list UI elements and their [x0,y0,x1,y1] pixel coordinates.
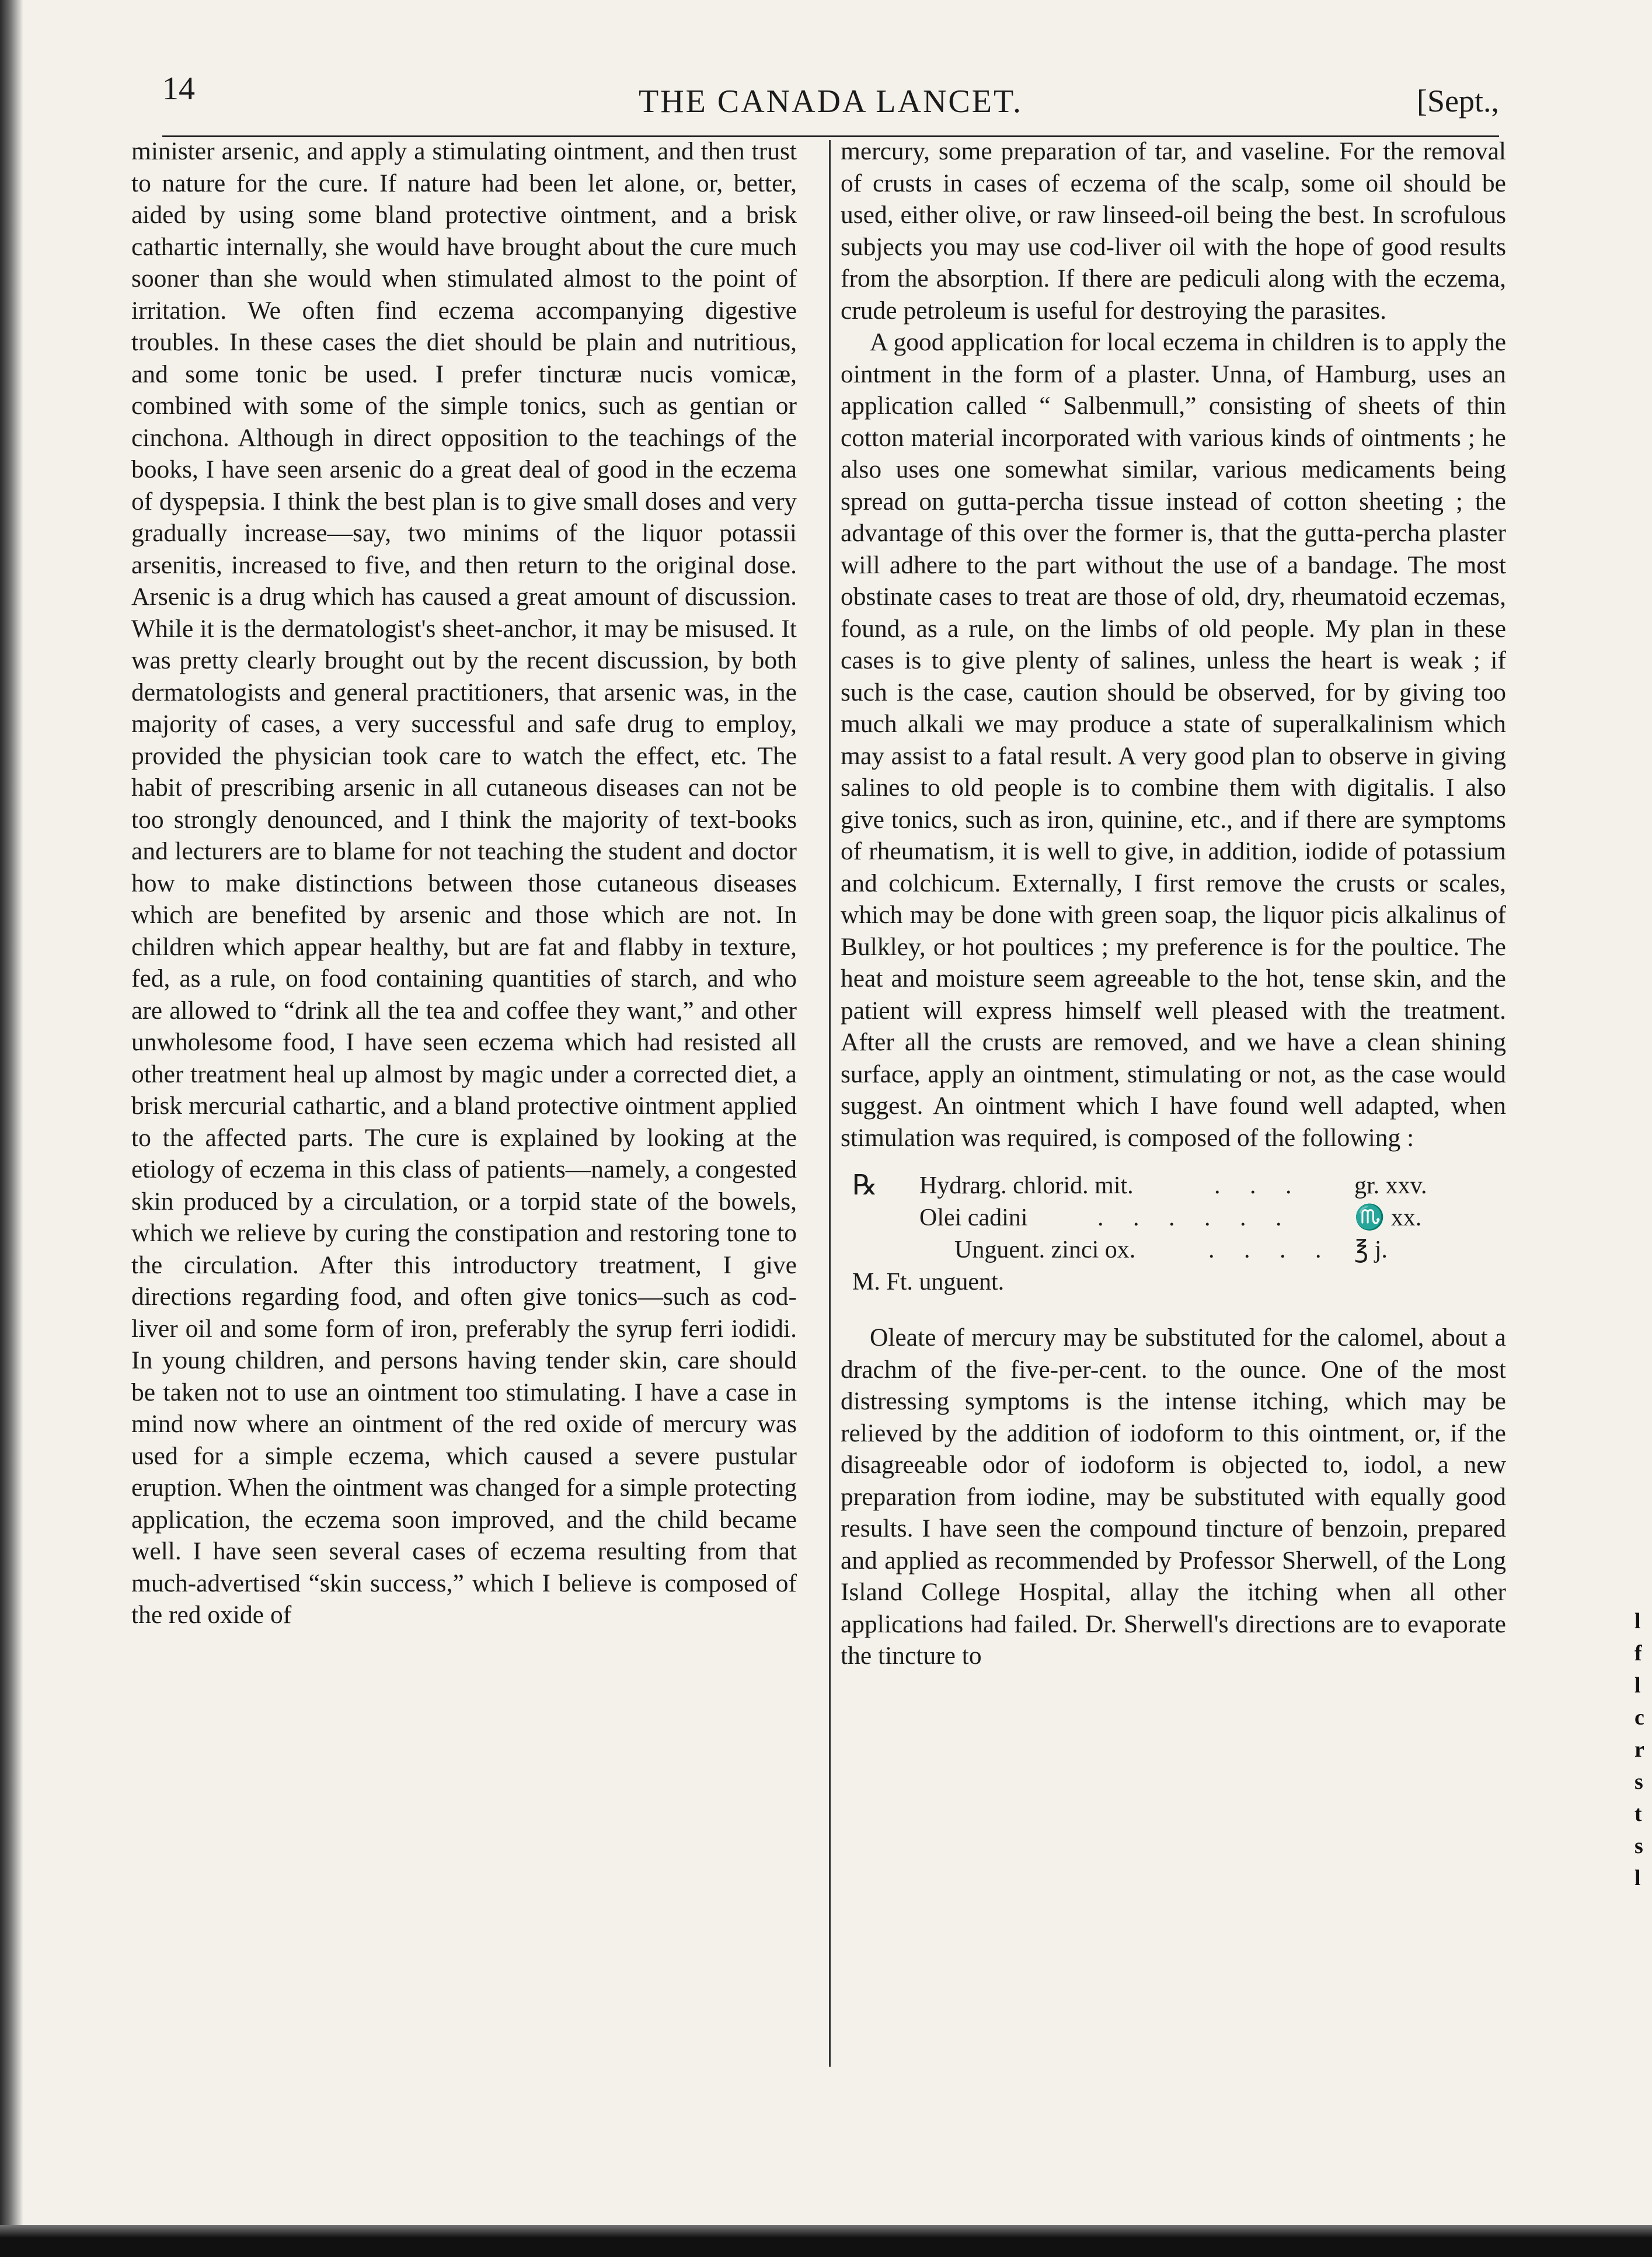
prescription-directions: M. Ft. unguent. [852,1269,1005,1295]
right-paragraph-2: A good application for local eczema in children is to apply the ointment in the form of a plaster. Unna, of Hamburg, uses an application called “ Salbenmull,” consisting of sheets of thin cotton material incorporated with various kinds of ointments ; he also uses one somewhat similar, various medicaments being spread on gutta-percha tissue instead of cotton sheeting ; the advantage of this over the former is, that the gutta-percha plaster will adhere to the part without the use of a bandage. The most obstinate cases to treat are those of old, dry, rheumatoid eczemas, found, as a rule, on the limbs of old people. My plan in these cases is to give plenty of salines, unless the heart is weak ; if such is the case, caution should be observed, for by giving too much alkali we may produce a state of superalkalinism which may assist to a fatal result. A very good plan to observe in giving salines to old people is to combine them with digitalis. I also give tonics, such as iron, quinine, etc., and if there are symptoms of rheumatism, it is well to give, in addition, iodide of potassium and colchicum. Externally, I first remove the crusts or scales, which may be done with green soap, the liquor picis alkalinus of Bulkley, or hot poultices ; my preference is for the poultice. The heat and moisture seem agreeable to the hot, tense skin, and the patient will express himself well pleased with the treatment. After all the crusts are removed, and we have a clean shining surface, apply an ointment, stimulating or not, as the case would suggest. An ointment which I have found well adapted, when stimulation was required, is composed of the following : [841,328,1506,1152]
prescription-leader-dots: . . . . [1208,1237,1333,1263]
edge-fragment: r [1634,1737,1644,1762]
adjacent-page-fragments [1634,1605,1652,2026]
edge-fragment: t [1634,1802,1642,1826]
left-paragraph-1: minister arsenic, and apply a stimulating ointment, and then trust to nature for the cure. If nature had been let alone, or, better, aided by using some bland protective ointment, and a brisk cathartic internally, she would have brought about the cure much sooner than she would when stimulated almost to the point of irritation. We often find eczema accompanying digestive troubles. In these cases the diet should be plain and nutritious, and some tonic be used. I prefer tincturæ nucis vomicæ, combined with some of the simple tonics, such as gentian or cinchona. Although in direct opposition to the teachings of the books, I have seen arsenic do a great deal of good in the eczema of dyspepsia. I think the best plan is to give small doses and very gradually increase—say, two minims of the liquor potassii arsenitis, increased to five, and then return to the original dose. Arsenic is a drug which has caused a great amount of discussion. While it is the dermatologist's sheet-anchor, it may be misused. It was pretty clearly brought out by the recent discussion, by both dermatologists and general practitioners, that arsenic was, in the majority of cases, a very successful and safe drug to employ, provided the physician took care to watch the effect, etc. The habit of prescribing arsenic in all cutaneous diseases can not be too strongly denounced, and I think the majority of text-books and lecturers are to blame for not teaching the student and doctor how to make distinctions between those cutaneous diseases which are benefited by arsenic and those which are not. In children which appear healthy, but are fat and flabby in texture, fed, as a rule, on food containing quantities of starch, and who are allowed to “drink all the tea and coffee they want,” and other unwholesome food, I have seen eczema which had resisted all other treatment heal up almost by magic under a corrected diet, a brisk mercurial cathartic, and a bland protective ointment applied to the affected parts. The cure is explained by looking at the etiology of eczema in this class of patients—namely, a congested skin produced by a circulation, or a torpid state of the bowels, which we relieve by curing the constipation and restoring tone to the circulation. After this introductory treatment, I give directions regarding food, and often give tonics—such as cod-liver oil and some form of iron, preferably the syrup ferri iodidi. In young children, and persons having tender skin, care should be taken not to use an ointment too stimulating. I have a case in mind now where an ointment of the red oxide of mercury was used for a simple eczema, which caused a severe pustular eruption. When the ointment was changed for a simple protecting application, the eczema soon improved, and the child became well. I have seen several cases of eczema resulting from that much-advertised “skin success,” which I believe is composed of the red oxide of [131,137,797,1629]
edge-fragment: l [1634,1866,1641,1890]
prescription-ingredient: Unguent. zinci ox. [954,1237,1136,1263]
prescription-leader-dots: . . . [1214,1172,1304,1199]
edge-fragment: l [1634,1609,1641,1633]
right-paragraph-1: mercury, some preparation of tar, and vaseline. For the removal of crusts in cases of eczema of the scalp, some oil should be used, either olive, or raw linseed-oil being the best. In scrofulous subjects you may use cod-liver oil with the hope of good results from the absorption. If there are pediculi along with the eczema, crude petroleum is useful for destroying the parasites. [841,137,1506,325]
prescription-dose: ℥ j. [1354,1237,1388,1263]
prescription-dose: ♏ xx. [1354,1204,1422,1231]
journal-title: THE CANADA LANCET. [638,83,1023,120]
right-paragraph-3: Oleate of mercury may be substituted for the calomel, about a drachm of the five-per-cent. to the ounce. One of the most distressing symptoms is the intense itching, which may be relieved by the addition of iodoform to this ointment, or, if the disagreeable odor of iodoform is objected to, iodol, a new preparation from iodine, may be substituted with equally good results. I have seen the compound tincture of benzoin, prepared and applied as recommended by Professor Sherwell, of the Long Island College Hospital, allay the itching when all other applications had failed. Dr. Sherwell's directions are to evaporate the tincture to [841,1323,1506,1670]
prescription-leader-dots: . . . . . . [1097,1204,1294,1231]
prescription-ingredient: Hydrarg. chlorid. mit. [919,1172,1134,1199]
binding-shadow [0,0,23,2257]
prescription [841,1170,1506,1304]
column-divider [829,140,831,2067]
running-header [162,70,1499,134]
edge-fragment: l [1634,1673,1641,1698]
prescription-dose: gr. xxv. [1354,1172,1427,1199]
edge-fragment: c [1634,1705,1644,1730]
prescription-ingredient: Olei cadini [919,1204,1028,1231]
edge-fragment: f [1634,1641,1642,1666]
rx-icon: ℞ [852,1170,878,1201]
right-column [841,135,1506,1672]
edge-fragment: s [1634,1770,1643,1794]
edge-fragment: s [1634,1834,1643,1858]
issue-month: [Sept., [1417,83,1499,119]
scan-bottom-edge [0,2225,1652,2257]
page-number: 14 [162,71,195,107]
left-column [131,135,797,1631]
